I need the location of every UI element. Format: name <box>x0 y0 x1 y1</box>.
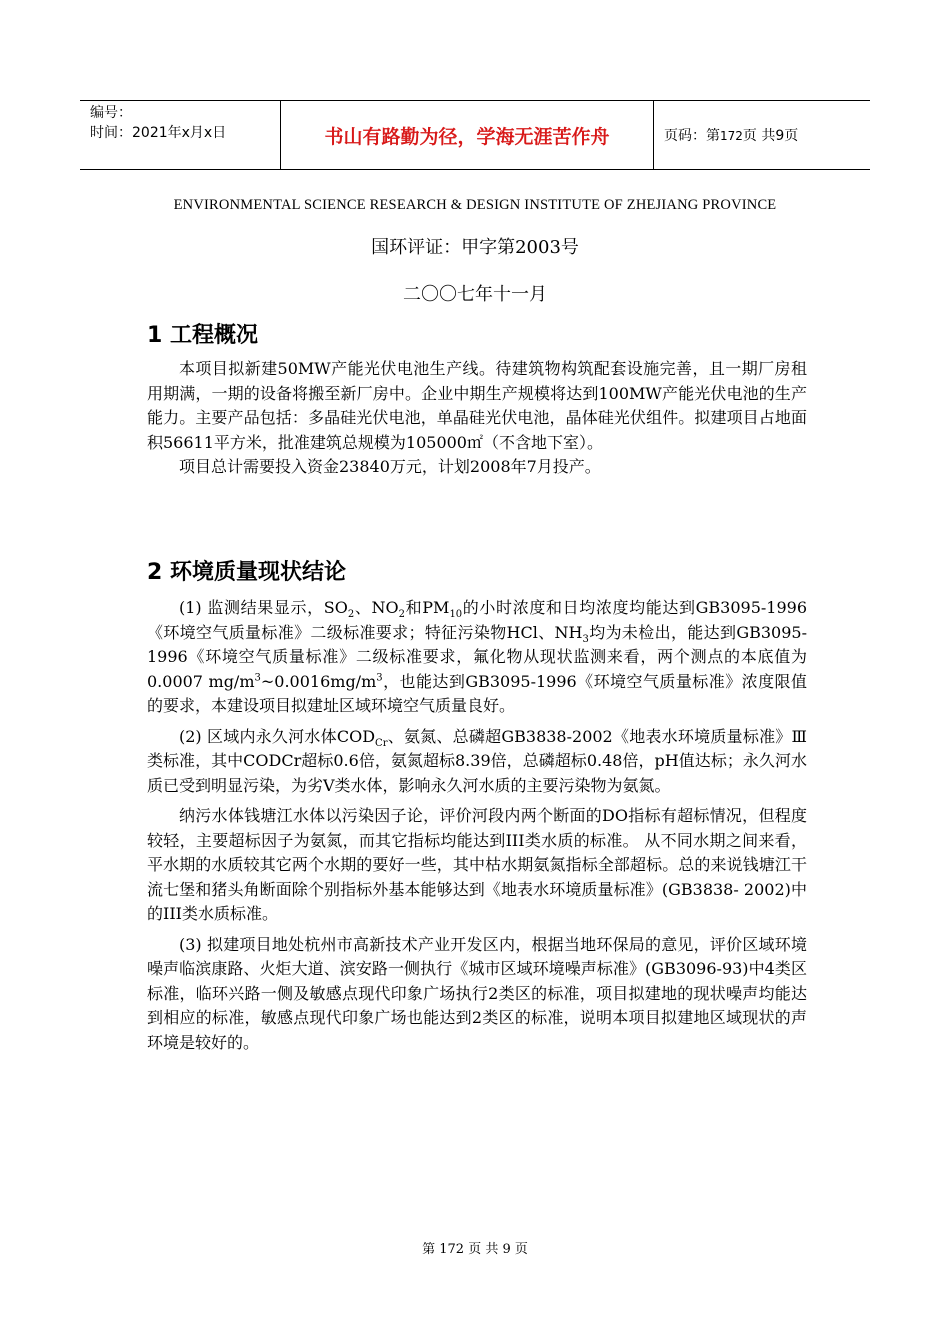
section-1-body <box>147 357 807 480</box>
paragraph: 纳污水体钱塘江水体以污染因子论，评价河段内两个断面的DO指标有超标情况，但程度较轻，主要超标因子为氨氮，而其它指标均能达到III类水质的标准。 从不同水期之间来看，平水期的水质较其它两个水期的要好一些，其中枯水期氨氮指标全部超标。总的来说钱塘江干流七堡和猪头角断面除个别指标外基本能够达到《地表水环境质量标准》(GB3838- 2002)中的III类水质标准。 <box>147 806 807 923</box>
page-footer: 第 172 页 共 9 页 <box>422 1242 528 1257</box>
page-suffix: 页 共9页 <box>742 128 799 144</box>
page-prefix: 页码：第 <box>664 128 720 144</box>
section-1-title: 1 工程概况 <box>147 323 258 348</box>
paragraph: 本项目拟新建50MW产能光伏电池生产线。待建筑物构筑配套设施完善，且一期厂房租用期满，一期的设备将搬至新厂房中。企业中期生产规模将达到100MW产能光伏电池的生产能力。主要产品包括：多晶硅光伏电池，单晶硅光伏电池，晶体硅光伏组件。拟建项目占地面积56611平方米，批准建筑总规模为105000㎡（不含地下室）。 <box>147 359 807 452</box>
institute-name: ENVIRONMENTAL SCIENCE RESEARCH & DESIGN INSTITUTE OF ZHEJIANG PROVINCE <box>173 197 777 213</box>
header-meta <box>80 101 280 169</box>
paragraph: (1) 监测结果显示，$SO_2$、$NO_2$和$PM_{10}$的小时浓度和日均浓度均能达到GB3095-1996《环境空气质量标准》二级标准要求；特征污染物HCl、$NH_3$均为未检出，能达到GB3095-1996《环境空气质量标准》二级标准要求，氟化物从现状监测来看，两个测点的本底值为0.0007 $mg/m^3\sim 0.0016mg/m^3$，也能达到GB3095-1996《环境空气质量标准》浓度限值的要求，本建设项目拟建址区域环境空气质量良好。 <box>147 598 807 715</box>
paragraph: 项目总计需要投入资金23840万元，计划2008年7月投产。 <box>179 457 601 476</box>
section-2-body <box>147 596 807 1055</box>
certificate-number: 国环评证：甲字第2003号 <box>371 237 579 258</box>
time-label: 时间：2021年x月x日 <box>90 125 227 141</box>
header-table <box>80 100 870 170</box>
page-number: 172 <box>720 129 743 143</box>
section-2-title: 2 环境质量现状结论 <box>147 560 346 585</box>
paragraph: (2) 区域内永久河水体$COD_{Cr}$、氨氮、总磷超GB3838-2002《地表水环境质量标准》Ⅲ类标准，其中CODCr超标0.6倍，氨氮超标8.39倍，总磷超标0.48倍，pH值达标；永久河水质已受到明显污染，为劣Ⅴ类水体，影响永久河水质的主要污染物为氨氮。 <box>147 726 807 795</box>
page-info <box>654 101 870 169</box>
code-label: 编号： <box>90 105 132 121</box>
document-date: 二〇〇七年十一月 <box>403 284 547 305</box>
motto <box>280 101 654 169</box>
paragraph: (3) 拟建项目地处杭州市高新技术产业开发区内，根据当地环保局的意见，评价区域环境噪声临滨康路、火炬大道、滨安路一侧执行《城市区域环境噪声标准》(GB3096-93)中4类区标准，临环兴路一侧及敏感点现代印象广场执行2类区的标准，项目拟建地的现状噪声均能达到相应的标准，敏感点现代印象广场也能达到2类区的标准，说明本项目拟建地区域现状的声环境是较好的。 <box>147 934 807 1052</box>
motto-text: 书山有路勤为径，学海无涯苦作舟 <box>324 125 610 148</box>
